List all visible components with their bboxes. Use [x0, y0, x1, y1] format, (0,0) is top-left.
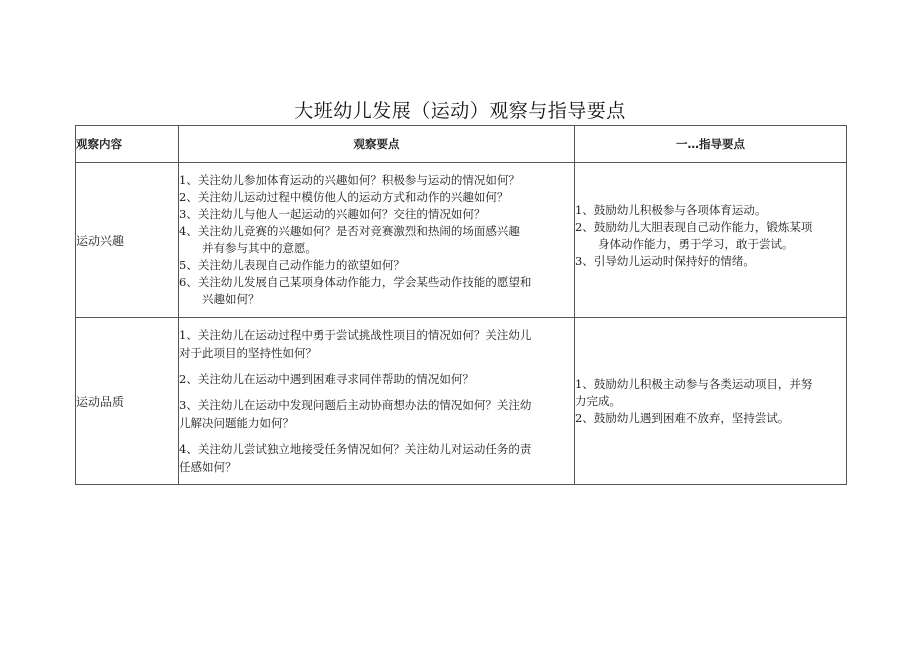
- guidance-line: 2、鼓励幼儿遇到困难不放弃，坚持尝试。: [575, 410, 790, 425]
- observation-line: 1、关注幼儿参加体育运动的兴趣如何？积极参与运动的情况如何？: [179, 173, 520, 187]
- observation-line: 4、关注幼儿竞赛的兴趣如何？是否对竞赛激烈和热闹的场面感兴趣: [179, 224, 520, 238]
- observation-line: 对于此项目的坚持性如何？: [179, 346, 317, 360]
- table-row-interest: [76, 163, 847, 318]
- observation-line: 任感如何？: [179, 460, 237, 474]
- observation-line: 4、关注幼儿尝试独立地接受任务情况如何？关注幼儿对运动任务的责: [179, 442, 532, 456]
- observation-paragraph: [179, 326, 574, 362]
- observation-line: 3、关注幼儿在运动中发现问题后主动协商想办法的情况如何？关注幼: [179, 398, 532, 412]
- observation-line: 3、关注幼儿与他人一起运动的兴趣如何？交往的情况如何？: [179, 207, 486, 221]
- category-cell-interest: 运动兴趣: [76, 163, 179, 318]
- guidance-line: 身体动作能力，勇于学习，敢于尝试。: [598, 237, 794, 251]
- guidance-line: 1、鼓励幼儿积极参与各项体育运动。: [575, 203, 767, 217]
- observation-paragraph: [179, 396, 574, 432]
- observation-line: 儿解决问题能力如何？: [179, 416, 294, 430]
- guidance-cell-quality: [575, 318, 847, 485]
- observation-paragraph: [179, 440, 574, 476]
- guidance-line: 力完成。: [575, 393, 621, 408]
- observation-line: 兴趣如何？: [202, 292, 260, 306]
- observation-line: 5、关注幼儿表现自己动作能力的欲望如何？: [179, 258, 405, 272]
- observation-line: 6、关注幼儿发展自己某项身体动作能力，学会某些动作技能的愿望和: [179, 275, 532, 289]
- table-header-row: [76, 126, 847, 163]
- observation-line: 2、关注幼儿在运动中遇到困难寻求同伴帮助的情况如何？: [179, 372, 474, 386]
- observation-line: 1、关注幼儿在运动过程中勇于尝试挑战性项目的情况如何？关注幼儿: [179, 328, 532, 342]
- guidance-line: 3、引导幼儿运动时保持好的情绪。: [575, 254, 755, 268]
- document-title: 大班幼儿发展（运动）观察与指导要点: [294, 100, 626, 122]
- observation-cell-interest: [179, 163, 575, 318]
- header-guidance: 一…指导要点: [575, 126, 847, 163]
- header-category: 观察内容: [76, 126, 179, 163]
- table-row-quality: [76, 318, 847, 485]
- observation-cell-quality: [179, 318, 575, 485]
- guidance-line: 2、鼓励幼儿大胆表现自己动作能力，锻炼某项: [575, 220, 813, 234]
- observation-table: [75, 125, 847, 485]
- observation-paragraph: [179, 370, 574, 388]
- guidance-cell-interest: [575, 163, 847, 318]
- observation-line: 2、关注幼儿运动过程中模仿他人的运动方式和动作的兴趣如何？: [179, 190, 509, 204]
- observation-line: 并有参与其中的意愿。: [202, 241, 317, 255]
- guidance-line: 1、鼓励幼儿积极主动参与各类运动项目，并努: [575, 376, 813, 391]
- header-observation: 观察要点: [179, 126, 575, 163]
- category-cell-quality: 运动品质: [76, 318, 179, 485]
